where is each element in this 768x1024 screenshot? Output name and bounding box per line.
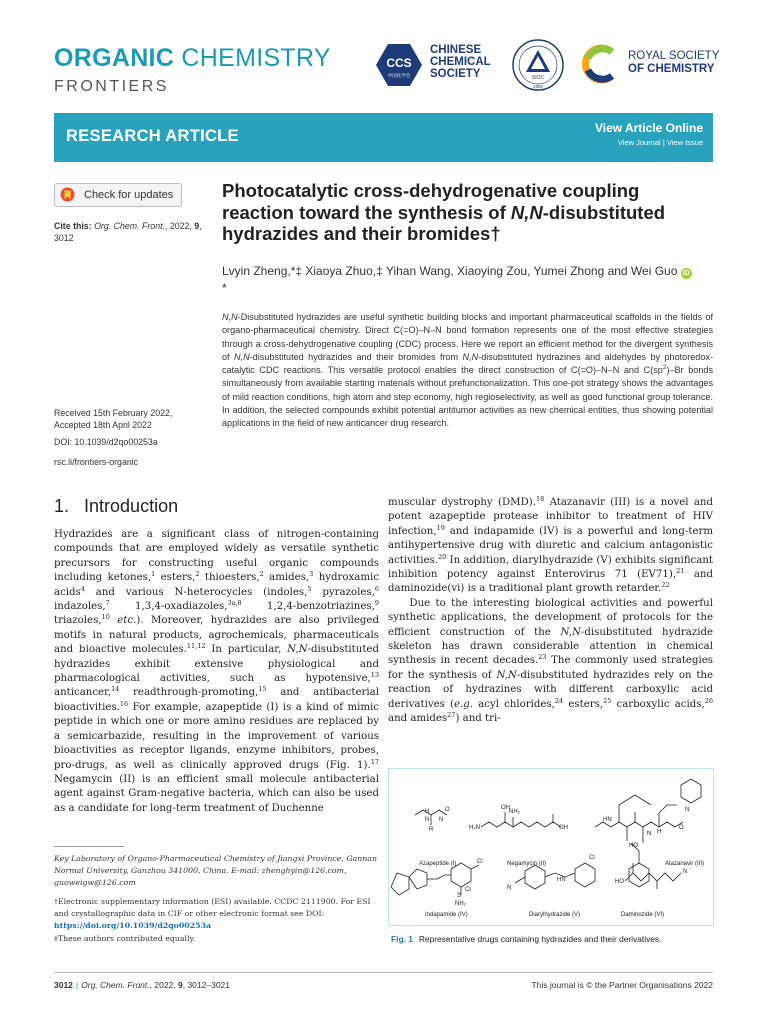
view-article-online-link[interactable]: View Article Online	[594, 121, 703, 135]
section-heading: 1. Introduction	[54, 496, 179, 516]
label-indapamide: Indapamide (IV)	[425, 912, 468, 918]
atom-label: N	[685, 807, 690, 813]
esi-footnote: †Electronic supplementary information (ESI) available. CCDC 2111900. For ESI and crystallographic data in CIF or other electronic format see DOI: https://doi.org/10.1039/d2qo00253a	[54, 897, 371, 930]
svg-text:中国化学会: 中国化学会	[387, 74, 411, 79]
atom-label: N	[439, 817, 444, 823]
svg-text:1950: 1950	[532, 84, 544, 89]
label-atazanavir: Atazanavir (III)	[665, 861, 705, 867]
atom-label: Cl	[589, 855, 595, 861]
atom-label: R	[429, 827, 434, 833]
atom-label: H	[425, 809, 430, 815]
figure-1-structures	[389, 769, 715, 927]
affiliation-footnote: Key Laboratory of Organo-Pharmaceutical Chemistry of Jiangxi Province, Gannan Normal University, Ganzhou 341000, China. E-mail: zhenghyin@126.com, guoweigw@126.com	[54, 854, 377, 887]
author-list: Lvyin Zheng,*‡ Xiaoya Zhuo,‡ Yihan Wang, Xiaoying Zou, Yumei Zhong and Wei Guo iD *	[222, 264, 690, 295]
figure-1	[388, 768, 714, 926]
label-daminozide: Daminozide (VI)	[621, 912, 665, 918]
journal-links: View Journal | View Issue	[617, 138, 703, 147]
atom-label: O	[679, 825, 684, 831]
atom-label: O	[445, 807, 450, 813]
footnote-divider	[54, 846, 124, 847]
atom-label: S	[457, 893, 462, 899]
abstract: N,N-Disubstituted hydrazides are useful synthetic building blocks and important pharmaceutical scaffolds in the fields of organo-pharmaceutical chemistry. Direct C(=O)–N–N bond formation represents one of the most effective strategies through a cross-dehydrogenative coupling (CDC) process. Here we report an efficient method for the divergent synthesis of N,N-disubstituted hydrazides and their bromides from N,N-disubstituted hydrazines and aldehydes by photoredox-catalytic CDC reactions. This versatile protocol enables the direct construction of C(=O)–N–N and $C(sp^2)-Br$ bonds simultaneously from available starting materials without prefunctionalization. This one-pot strategy shows the advantages of mild reaction conditions, high atom and step economy, high regioselectivity, as well as good functional group tolerance. In addition, the selected compounds exhibit potential antitumor activities as new chemical entities, thus showing potential applications in the field of new anticancer drug research.	[222, 312, 713, 429]
atom-label: Cl	[477, 859, 483, 865]
esi-doi-link[interactable]: https://doi.org/10.1039/d2qo00253a	[54, 921, 212, 930]
accepted-date: Accepted 18th April 2022	[54, 420, 152, 430]
label-diarylhydrazide: Diarylhydrazide (V)	[529, 912, 581, 918]
sioc-logo	[510, 38, 566, 92]
atom-label: N	[425, 817, 430, 823]
atom-label: H₂N	[469, 825, 480, 831]
atom-label: H	[657, 829, 662, 835]
footer-citation: 3012 | Org. Chem. Front., 2022, 9, 3012–3021	[54, 980, 231, 990]
citation-info: Cite this: Org. Chem. Front., 2022, 9, 3012	[54, 221, 202, 243]
svg-text:SIOC: SIOC	[531, 75, 545, 81]
atom-label: Cl	[465, 887, 471, 893]
atom-label: HN	[603, 817, 612, 823]
rsc-logo	[582, 44, 622, 84]
atom-label: N	[507, 885, 512, 891]
atom-label: N	[647, 831, 652, 837]
atom-label: HN	[557, 877, 566, 883]
ccs-logo	[374, 42, 424, 88]
intro-paragraph-left: Hydrazides are a significant class of nitrogen-containing compounds that are employed widely as versatile synthetic precursors for constructing useful organic compounds including ketones,$^1$ esters,$^2$ thioesters,$^2$ amides,$^3$ hydroxamic acids$^4$ and various N-heterocycles (indoles,$^5$ pyrazoles,$^6$ indazoles,$^7$ 1,3,4-oxadiazoles,$^{3a,8}$ 1,2,4-benzotriazines,$^9$ triazoles,$^{10}$ etc.). Moreover, hydrazides are also privileged motifs in natural products, agrochemicals, pharmaceuticals and bioactive molecules.$^{11,12}$ In particular, N,N-disubstituted hydrazides exhibit extensive physiological and pharmacological activities, such as hypotensive,$^{13}$ anticancer,$^{14}$ readthrough-promoting,$^{15}$ and antibacterial bioactivities.$^{16}$ For example, azapeptide (I) is a kind of mimic peptide in which one or more amino residues are replaced by a semicarbazide, resulting in the improvement of various bioactivities as receptor ligands, enzyme inhibitors, probes, pro-drugs, as well as clinically approved drugs (Fig. 1).$^{17}$ Negamycin (II) is an efficient small molecule antibacterial agent against Gram-negative bacteria, which can also be used as a candidate for long-term treatment of Duchenne	[54, 529, 379, 814]
atom-label: OH	[559, 825, 568, 831]
atom-label: OH	[501, 805, 510, 811]
atom-label: HO	[629, 843, 638, 849]
orcid-icon[interactable]: iD	[682, 270, 690, 277]
received-date: Received 15th February 2022,	[54, 408, 173, 418]
svg-text:CCS: CCS	[386, 56, 412, 70]
check-for-updates-label: Check for updates	[84, 189, 174, 201]
intro-paragraph-right: muscular dystrophy (DMD).$^{18}$ Atazanavir (III) is a novel and potent azapeptide protease inhibitor to treatment of HIV infection,$^{19}$ and indapamide (IV) is a powerful and long-term antihypertensive drug with diuretic and calcium antagonistic activities.$^{20}$ In addition, diarylhydrazide (V) exhibits significant inhibition potency against Enterovirus 71 (EV71),$^{21}$ and daminozide(vi) is a traditional plant growth retarder.$^{22}$ Due to the interesting biological activities and powerful synthetic applications, the development of protocols for the efficient construction of the N,N-disubstituted hydrazide skeleton has drawn considerable attention in chemical synthesis in recent decades.$^{23}$ The commonly used strategies for the synthesis of N,N-disubstituted hydrazides rely on the reaction of hydrazines with different carboxylic acid derivatives (e.g. acyl chlorides,$^{24}$ esters,$^{25}$ carboxylic acids,$^{26}$ and amides$^{27}$) and tri-	[388, 495, 713, 725]
journal-subtitle: FRONTIERS	[54, 78, 169, 95]
label-azapeptide: Azapeptide (I)	[419, 861, 457, 867]
journal-name: ORGANIC CHEMISTRY	[54, 44, 331, 72]
journal-url[interactable]: rsc.li/frontiers-organic	[54, 457, 139, 467]
atom-label: N	[683, 869, 688, 875]
footer-copyright: This journal is © the Partner Organisations 2022	[531, 980, 713, 990]
article-type-banner	[54, 113, 713, 162]
article-type: RESEARCH ARTICLE	[66, 127, 239, 145]
bookmark-icon	[60, 187, 75, 203]
rsc-name: ROYAL SOCIETY OF CHEMISTRY	[628, 50, 720, 75]
ccs-name: CHINESE CHEMICAL SOCIETY	[430, 44, 491, 80]
label-negamycin: Negamycin (II)	[507, 861, 547, 867]
footer-divider	[54, 972, 713, 973]
check-for-updates-button[interactable]	[54, 183, 182, 207]
figure-caption: Fig. 1 Representative drugs containing hydrazides and their derivatives.	[391, 934, 662, 944]
atom-label: NH₂	[509, 809, 520, 815]
view-issue-link[interactable]: View Issue	[666, 138, 703, 147]
article-title: Photocatalytic cross-dehydrogenative coupling reaction toward the synthesis of N,N-disubstituted hydrazides and their bromides†	[222, 180, 666, 244]
doi[interactable]: DOI: 10.1039/d2qo00253a	[54, 437, 158, 447]
view-journal-link[interactable]: View Journal	[617, 138, 661, 147]
atom-label: NH₂	[455, 901, 466, 907]
atom-label: HO	[615, 879, 624, 885]
equal-contribution-footnote: ‡These authors contributed equally.	[54, 934, 196, 943]
